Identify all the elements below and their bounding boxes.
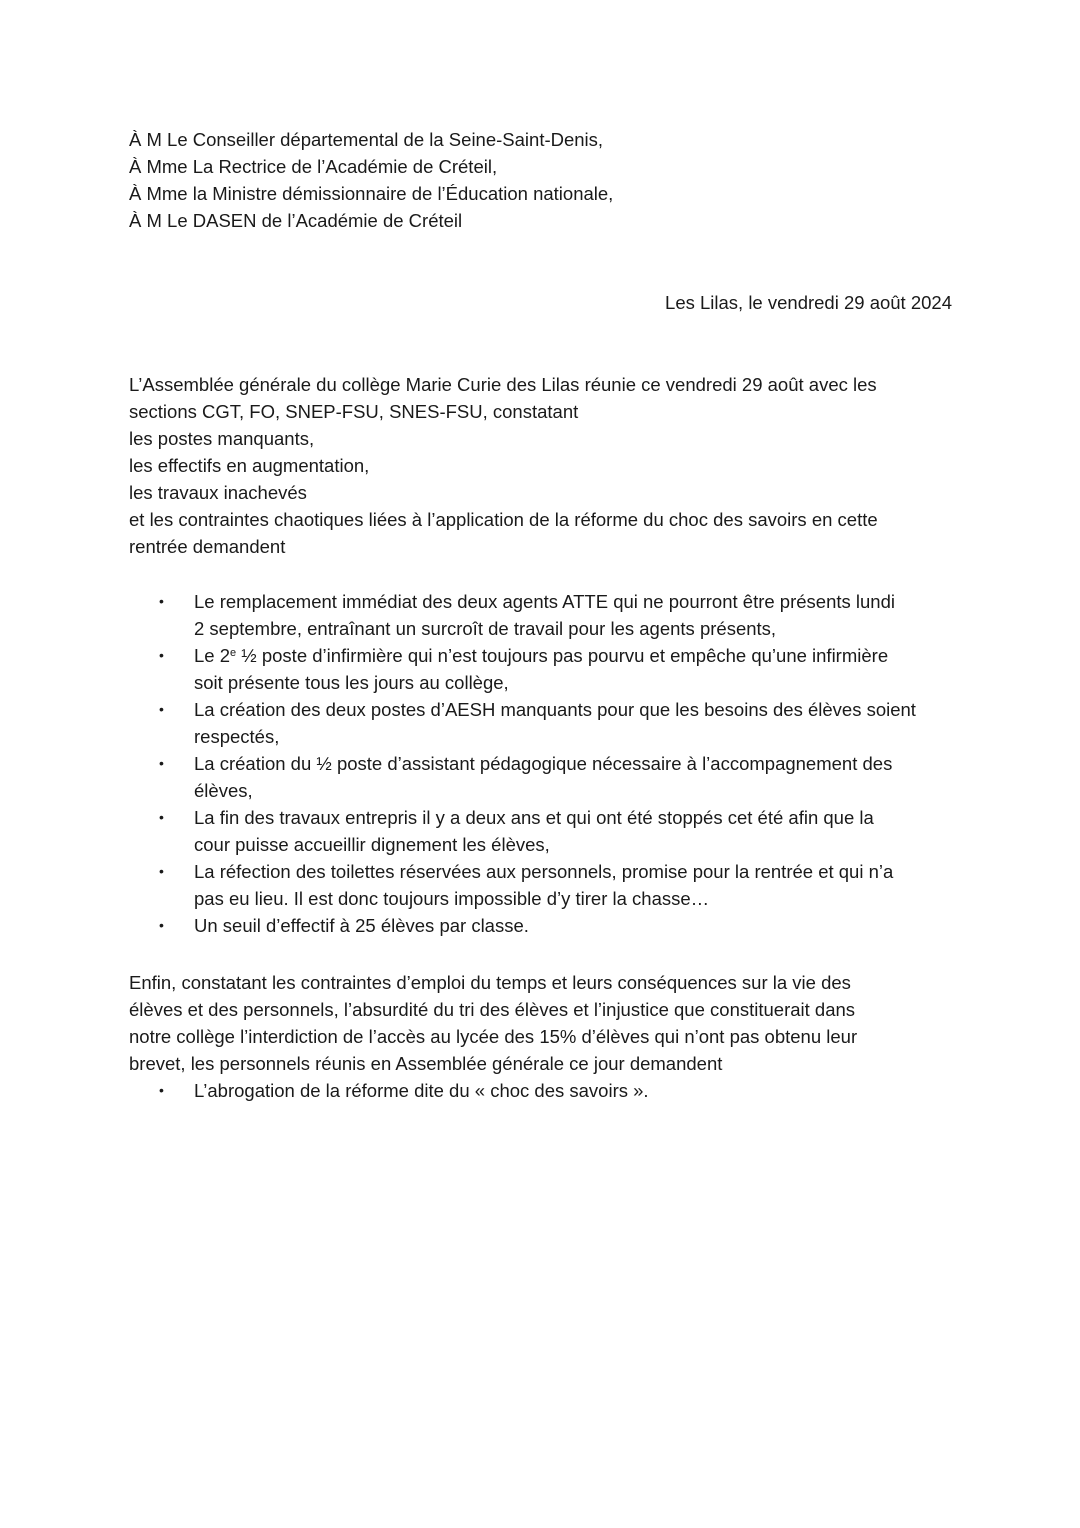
bullet-icon: • — [159, 755, 164, 771]
addressee-line: À M Le DASEN de l’Académie de Créteil — [129, 210, 463, 231]
demand-text: ½ poste d’infirmière qui n’est toujours pas pourvu et empêche qu’une infirmière — [236, 645, 889, 666]
list-item — [129, 750, 959, 804]
demands-list — [129, 588, 959, 939]
closing-line: brevet, les personnels réunis en Assemblée générale ce jour demandent — [129, 1053, 723, 1074]
demand-line: Le remplacement immédiat des deux agents ATTE qui ne pourront être présents lundi — [194, 591, 895, 612]
list-item — [129, 696, 959, 750]
demand-line: cour puisse accueillir dignement les élèves, — [194, 834, 550, 855]
bullet-icon: • — [159, 809, 164, 825]
demand-text: Le 2 — [194, 645, 231, 666]
addressee-block — [129, 126, 959, 234]
intro-line: rentrée demandent — [129, 536, 286, 557]
demand-line — [194, 642, 959, 669]
addressee-line: À Mme La Rectrice de l’Académie de Créteil, — [129, 156, 498, 177]
list-item — [129, 1077, 959, 1104]
addressee-line: À M Le Conseiller départemental de la Seine-Saint-Denis, — [129, 129, 604, 150]
final-demand-line: L’abrogation de la réforme dite du « choc des savoirs ». — [194, 1080, 649, 1101]
closing-line: Enfin, constatant les contraintes d’emploi du temps et leurs conséquences sur la vie des — [129, 972, 851, 993]
demand-line: respectés, — [194, 726, 280, 747]
final-demands-list — [129, 1077, 959, 1104]
list-item — [129, 642, 959, 696]
demand-line: La création du ½ poste d’assistant pédagogique nécessaire à l’accompagnement des — [194, 753, 893, 774]
intro-line: sections CGT, FO, SNEP-FSU, SNES-FSU, constatant — [129, 401, 579, 422]
demand-line: pas eu lieu. Il est donc toujours impossible d’y tirer la chasse… — [194, 888, 710, 909]
demand-line: La création des deux postes d’AESH manquants pour que les besoins des élèves soient — [194, 699, 916, 720]
intro-line: et les contraintes chaotiques liées à l’application de la réforme du choc des savoirs en cette — [129, 509, 878, 530]
demand-line: Un seuil d’effectif à 25 élèves par classe. — [194, 915, 529, 936]
closing-line: élèves et des personnels, l’absurdité du tri des élèves et l’injustice que constituerait dans — [129, 999, 856, 1020]
ordinal-superscript: e — [230, 647, 237, 659]
intro-line: L’Assemblée générale du collège Marie Curie des Lilas réunie ce vendredi 29 août avec les — [129, 374, 877, 395]
demand-line: La réfection des toilettes réservées aux personnels, promise pour la rentrée et qui n’a — [194, 861, 894, 882]
demand-line: élèves, — [194, 780, 253, 801]
addressee-line: À Mme la Ministre démissionnaire de l’Éducation nationale, — [129, 183, 614, 204]
bullet-icon: • — [159, 647, 164, 663]
bullet-icon: • — [159, 917, 164, 933]
demand-line: La fin des travaux entrepris il y a deux ans et qui ont été stoppés cet été afin que la — [194, 807, 874, 828]
list-item — [129, 588, 959, 642]
demand-line: soit présente tous les jours au collège, — [194, 672, 509, 693]
intro-paragraph — [129, 371, 959, 560]
bullet-icon: • — [159, 1082, 164, 1098]
bullet-icon: • — [159, 701, 164, 717]
intro-line: les effectifs en augmentation, — [129, 455, 370, 476]
bullet-icon: • — [159, 863, 164, 879]
bullet-icon: • — [159, 593, 164, 609]
closing-line: notre collège l’interdiction de l’accès au lycée des 15% d’élèves qui n’ont pas obtenu leur — [129, 1026, 858, 1047]
closing-paragraph — [129, 969, 959, 1077]
demand-line: 2 septembre, entraînant un surcroît de travail pour les agents présents, — [194, 618, 777, 639]
list-item — [129, 912, 959, 939]
intro-line: les travaux inachevés — [129, 482, 307, 503]
list-item — [129, 858, 959, 912]
date-line: Les Lilas, le vendredi 29 août 2024 — [665, 292, 952, 313]
intro-line: les postes manquants, — [129, 428, 315, 449]
list-item — [129, 804, 959, 858]
